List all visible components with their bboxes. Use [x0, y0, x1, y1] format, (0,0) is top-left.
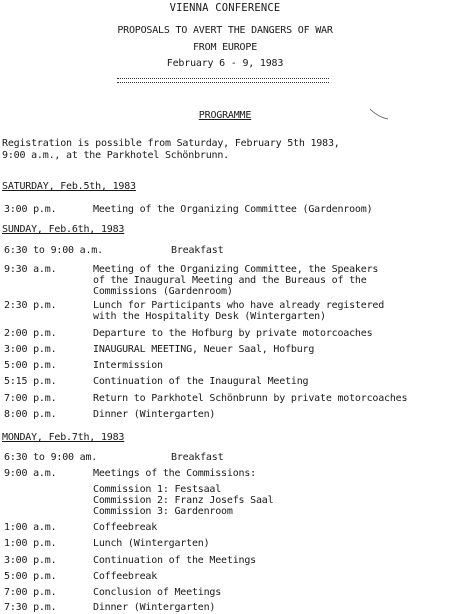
schedule-description: Coffeebreak — [93, 571, 158, 582]
schedule-description: Dinner (Wintergarten) — [93, 409, 216, 420]
schedule-description: INAUGURAL MEETING, Neuer Saal, Hofburg — [93, 344, 315, 355]
schedule-time: 6:30 to 9:00 am. — [4, 452, 98, 463]
schedule-time: 3:00 p.m. — [4, 204, 57, 215]
schedule-time: 2:00 p.m. — [4, 328, 57, 339]
conference-subtitle-1: PROPOSALS TO AVERT THE DANGERS OF WAR — [117, 25, 333, 36]
schedule-time: 7:30 p.m. — [4, 602, 57, 613]
schedule-description: Departure to the Hofburg by private motorcoaches — [93, 328, 373, 339]
schedule-time: 1:00 p.m. — [4, 538, 57, 549]
schedule-description: Continuation of the Inaugural Meeting — [93, 376, 309, 387]
schedule-description: Meeting of the Organizing Committee, the Speakers — [93, 264, 379, 275]
schedule-description: with the Hospitality Desk (Wintergarten) — [93, 311, 326, 322]
schedule-time: 9:00 a.m. — [4, 468, 57, 479]
conference-dates: February 6 - 9, 1983 — [166, 58, 284, 69]
schedule-description: Meetings of the Commissions: — [93, 468, 256, 479]
conference-subtitle-2: FROM EUROPE — [192, 42, 258, 53]
schedule-description: Continuation of the Meetings — [93, 555, 256, 566]
schedule-time: 3:00 p.m. — [4, 344, 57, 355]
schedule-time: 5:00 p.m. — [4, 571, 57, 582]
conference-title: VIENNA CONFERENCE — [169, 2, 281, 14]
header-divider — [117, 78, 329, 83]
schedule-time: 3:00 p.m. — [4, 555, 57, 566]
registration-line-2: 9:00 a.m., at the Parkhotel Schönbrunn. — [2, 150, 229, 161]
schedule-description: Conclusion of Meetings — [93, 587, 222, 598]
schedule-time: 2:30 p.m. — [4, 300, 57, 311]
schedule-description: Lunch for Participants who have already registered — [93, 300, 385, 311]
commission-item: Commission 2: Franz Josefs Saal — [93, 495, 274, 506]
schedule-time: 9:30 a.m. — [4, 264, 57, 275]
schedule-description: Dinner (Wintergarten) — [93, 602, 216, 613]
schedule-time: 7:00 p.m. — [4, 393, 57, 404]
registration-line-1: Registration is possible from Saturday, February 5th 1983, — [2, 138, 340, 149]
sunday-heading: SUNDAY, Feb.6th, 1983 — [2, 224, 125, 235]
schedule-time: 7:00 p.m. — [4, 587, 57, 598]
schedule-description: Commissions (Gardenroom) — [93, 286, 233, 297]
schedule-description: Coffeebreak — [93, 522, 158, 533]
schedule-time: 1:00 a.m. — [4, 522, 57, 533]
programme-heading: PROGRAMME — [198, 110, 252, 121]
schedule-description: Breakfast — [171, 452, 224, 463]
schedule-description: Lunch (Wintergarten) — [93, 538, 210, 549]
schedule-time: 8:00 p.m. — [4, 409, 57, 420]
schedule-time: 6:30 to 9:00 a.m. — [4, 245, 103, 256]
commission-item: Commission 3: Gardenroom — [93, 506, 233, 517]
schedule-time: 5:00 p.m. — [4, 360, 57, 371]
schedule-description: Meeting of the Organizing Committee (Gardenroom) — [93, 204, 373, 215]
schedule-description: Intermission — [93, 360, 163, 371]
schedule-description: Breakfast — [171, 245, 224, 256]
commission-item: Commission 1: Festsaal — [93, 484, 222, 495]
monday-heading: MONDAY, Feb.7th, 1983 — [2, 432, 125, 443]
schedule-description: of the Inaugural Meeting and the Bureaus of the — [93, 275, 367, 286]
saturday-heading: SATURDAY, Feb.5th, 1983 — [2, 181, 136, 192]
schedule-time: 5:15 p.m. — [4, 376, 57, 387]
schedule-description: Return to Parkhotel Schönbrunn by private motorcoaches — [93, 393, 408, 404]
scan-mark-icon — [368, 107, 390, 121]
